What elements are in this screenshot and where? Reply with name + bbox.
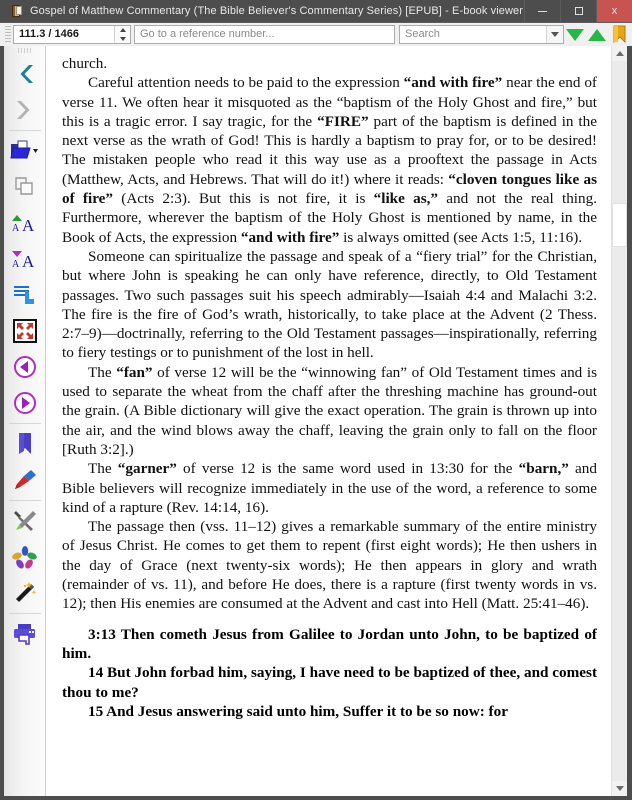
emphasis-text: “barn,” bbox=[518, 460, 569, 478]
sidebar-item-open-book[interactable] bbox=[5, 133, 45, 169]
circle-left-arrow-icon bbox=[13, 355, 37, 379]
sidebar-item-themes[interactable] bbox=[5, 539, 45, 575]
printer-icon bbox=[11, 622, 39, 646]
sidebar-item-bookmark[interactable] bbox=[5, 426, 45, 462]
paintbrush-icon bbox=[12, 468, 38, 492]
chevron-up-icon bbox=[120, 28, 126, 32]
scrollbar-thumb[interactable] bbox=[612, 203, 627, 247]
tool-sidebar bbox=[4, 46, 46, 796]
body-text: and not the real thing. Furthermore, wherever the baptism of the Holy Ghost is mentioned by name, in the Book of Acts, the expression bbox=[62, 190, 598, 246]
emphasis-text: “garner” bbox=[117, 460, 177, 478]
sidebar-item-back[interactable] bbox=[5, 56, 45, 92]
wrench-screwdriver-icon bbox=[12, 509, 38, 533]
sidebar-item-decrease-font[interactable] bbox=[5, 241, 45, 277]
body-text: of verse 12 is the same word used in 13:30 for the bbox=[176, 460, 519, 478]
body-text: The bbox=[88, 363, 117, 381]
fullscreen-arrows-icon bbox=[13, 319, 37, 343]
position-value[interactable]: 111.3 / 1466 bbox=[19, 28, 79, 40]
sidebar-item-highlight[interactable] bbox=[5, 462, 45, 498]
chevron-left-icon bbox=[13, 62, 37, 86]
emphasis-text: “like as,” bbox=[373, 190, 439, 208]
font-increase-icon bbox=[10, 212, 40, 234]
emphasis-text: “and with fire” bbox=[240, 228, 340, 246]
scripture-verse bbox=[62, 663, 597, 702]
commentary-paragraph bbox=[62, 363, 597, 459]
open-folder-icon bbox=[10, 139, 40, 163]
emphasis-text: “FIRE” bbox=[317, 112, 369, 130]
circle-right-arrow-icon bbox=[13, 391, 37, 415]
scripture-verse bbox=[62, 702, 597, 721]
paragraph-spacer bbox=[62, 614, 597, 625]
sidebar-item-fullscreen[interactable] bbox=[5, 313, 45, 349]
copy-pages-icon bbox=[13, 176, 37, 198]
title-bar bbox=[0, 0, 632, 22]
sidebar-item-increase-font[interactable] bbox=[5, 205, 45, 241]
sidebar-separator bbox=[9, 423, 41, 424]
scroll-up-arrow-icon bbox=[616, 51, 624, 56]
commentary-paragraph bbox=[62, 247, 597, 363]
emphasis-text: “cloven tongues like as of fire” bbox=[62, 170, 597, 208]
find-next-down-arrow-icon bbox=[566, 29, 584, 41]
search-history-dropdown-button[interactable] bbox=[546, 26, 563, 43]
search-combobox[interactable] bbox=[399, 25, 564, 44]
sidebar-item-next-page[interactable] bbox=[5, 385, 45, 421]
position-spinner-down-button[interactable] bbox=[115, 35, 130, 44]
search-input[interactable]: Search bbox=[405, 28, 440, 40]
find-next-button[interactable] bbox=[564, 24, 586, 46]
sidebar-item-copy[interactable] bbox=[5, 169, 45, 205]
body-text: Someone can spiritualize the passage and speak of a “fiery trial” for the Christian, but where John is speaking he can only have reference, directly, to Old Testament passages. Two such passages suit his speech admirably—Isaiah 4:4 and Malachi 3:2. The fire is the fire of God’s wrath, historically, to take place at the Advent (2 Thess. 2:7–9)—doctrinally, referring to the Old Testament passages—inspirationally, referring to fiery testings or to punishment of the lost in hell. bbox=[62, 247, 597, 362]
scroll-down-arrow-icon bbox=[616, 786, 624, 791]
svg-text:A: A bbox=[21, 252, 34, 270]
emphasis-text: “fan” bbox=[116, 363, 153, 381]
reader-pane bbox=[46, 46, 627, 796]
close-icon: x bbox=[611, 4, 618, 17]
emphasis-text: 3:13 Then cometh Jesus from Galilee to Jordan unto John, to be baptized of him. bbox=[62, 625, 597, 662]
chevron-right-icon bbox=[13, 98, 37, 122]
emphasis-text: 15 And Jesus answering said unto him, Suffer it to be so now: for bbox=[88, 702, 508, 720]
position-spinner-arrows bbox=[114, 26, 130, 43]
find-previous-button[interactable] bbox=[586, 24, 608, 46]
color-flower-icon bbox=[12, 545, 38, 569]
book-page-content[interactable] bbox=[46, 46, 611, 796]
goto-reference-input[interactable]: Go to a reference number... bbox=[134, 25, 395, 44]
sidebar-separator bbox=[9, 130, 41, 131]
main-toolbar bbox=[0, 22, 632, 46]
find-previous-up-arrow-icon bbox=[588, 29, 606, 41]
body-text: is always omitted (see Acts 1:5, 11:16). bbox=[339, 228, 583, 246]
minimize-icon bbox=[538, 11, 547, 12]
emphasis-text: 14 But John forbad him, saying, I have need to be baptized of thee, and comest thou to me? bbox=[62, 664, 597, 701]
body-text: (Acts 2:3). But this is not fire, it is bbox=[113, 190, 374, 208]
window-title: Gospel of Matthew Commentary (The Bible Believer's Commentary Series) [EPUB] - E-book viewer bbox=[30, 5, 524, 17]
bookmark-icon bbox=[15, 431, 35, 457]
book-icon bbox=[10, 4, 24, 18]
scrollbar-track[interactable] bbox=[612, 61, 627, 781]
body-text: and Bible believers will recognize immediately in the use of the word, a reference to some kind of a rapture (Rev. 14:14, 16). bbox=[62, 460, 597, 516]
svg-text:A: A bbox=[11, 223, 19, 234]
commentary-paragraph bbox=[62, 517, 597, 613]
body-text: church. bbox=[62, 55, 108, 72]
toc-hand-icon bbox=[12, 283, 38, 307]
commentary-paragraph bbox=[62, 73, 597, 247]
sidebar-item-table-of-contents[interactable] bbox=[5, 277, 45, 313]
font-decrease-icon bbox=[10, 248, 40, 270]
scroll-up-button[interactable] bbox=[612, 46, 627, 61]
chevron-down-icon bbox=[551, 32, 559, 37]
position-spinner-up-button[interactable] bbox=[115, 26, 130, 35]
body-text: part of the baptism is defined in the next verse as the wrath of God! This is hardly a baptism to pray for, or to be desired! The mistaken people who read it this way use as a prooftext the passage in Acts (Matthew, Acts, and Hebrews. That will do it!) where it reads: bbox=[62, 112, 597, 188]
sidebar-item-forward[interactable] bbox=[5, 92, 45, 128]
magic-wand-icon bbox=[12, 581, 38, 605]
minimize-button[interactable] bbox=[524, 0, 560, 22]
close-button[interactable] bbox=[596, 0, 632, 22]
maximize-button[interactable] bbox=[560, 0, 596, 22]
sidebar-item-previous-page[interactable] bbox=[5, 349, 45, 385]
scroll-down-button[interactable] bbox=[612, 781, 627, 796]
sidebar-item-print[interactable] bbox=[5, 616, 45, 652]
commentary-paragraph bbox=[62, 459, 597, 517]
body-text: near the end of verse 11. We often hear it misquoted as the “baptism of the Holy Ghost and fire,” but this is a tragic error. I say tragic, for the bbox=[62, 74, 597, 130]
emphasis-text: “and with fire” bbox=[403, 74, 503, 92]
body-text: The bbox=[88, 460, 118, 478]
window-controls bbox=[524, 0, 632, 22]
bookmark-ribbon-icon bbox=[611, 25, 628, 44]
scripture-verse bbox=[62, 625, 597, 664]
position-spinner[interactable] bbox=[13, 25, 131, 44]
svg-text:A: A bbox=[11, 259, 19, 270]
sidebar-separator bbox=[9, 613, 41, 614]
chevron-down-icon bbox=[120, 37, 126, 41]
body-text: of verse 12 will be the “winnowing fan” of Old Testament times and is used to separate the wheat from the chaff after the threshing machine has ground-out the grain. (A Bible dictionary will give the exact operation. The grain is thrown up into the air, and the wind blows away the chaff, leaving the grain only to fall on the floor [Ruth 3:2].) bbox=[62, 363, 597, 458]
sidebar-item-clear-highlights[interactable] bbox=[5, 575, 45, 611]
toolbar-drag-grip[interactable] bbox=[5, 26, 11, 44]
body-text: Careful attention needs to be paid to the expression bbox=[88, 74, 404, 92]
sidebar-item-preferences[interactable] bbox=[5, 503, 45, 539]
sidebar-drag-grip[interactable] bbox=[18, 48, 32, 53]
svg-text:A: A bbox=[21, 216, 34, 234]
viewer-body bbox=[0, 46, 632, 800]
bookmark-toolbar-button[interactable] bbox=[608, 24, 630, 46]
sidebar-separator bbox=[9, 500, 41, 501]
maximize-icon bbox=[575, 7, 583, 15]
body-text: The passage then (vss. 11–12) gives a remarkable summary of the entire ministry of Jesus Christ. He comes to get them to repent (first eight words); He then ushers in the day of Grace (next twenty-six words); He then appears in glory and wrath (remainder of vs. 11), and before He does, there is a rapture (first twenty words in vs. 12); then His enemies are consumed at the Advent and cast into Hell (Matt. 25:41–46). bbox=[62, 518, 597, 613]
vertical-scrollbar[interactable] bbox=[611, 46, 627, 796]
commentary-paragraph bbox=[62, 54, 597, 73]
